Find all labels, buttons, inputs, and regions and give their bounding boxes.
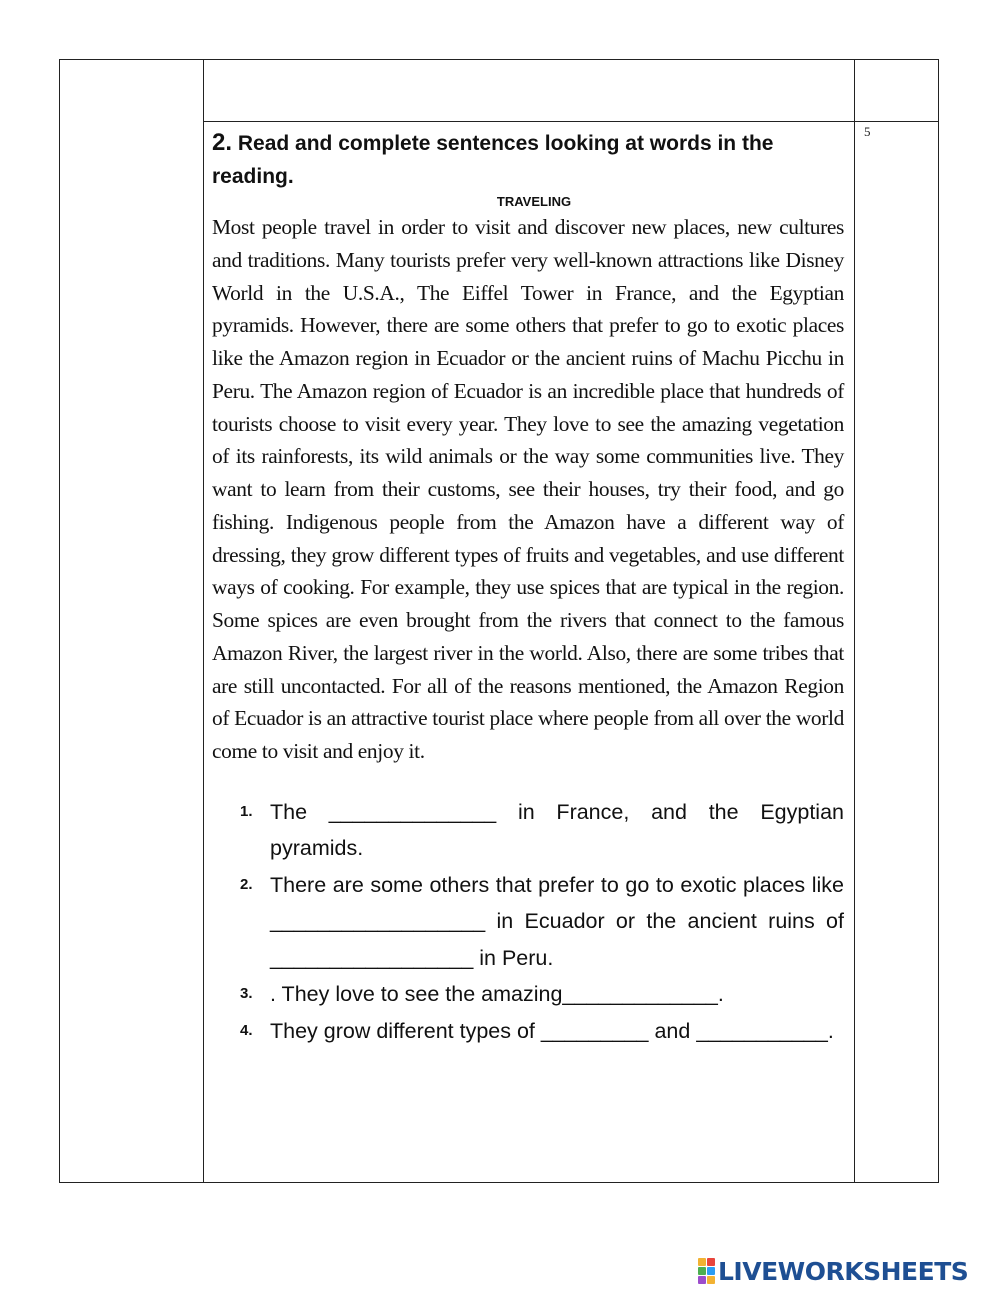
logo-block: [698, 1276, 706, 1284]
exercise-text: The ______________ in France, and the Egyptian pyramids.: [270, 799, 844, 861]
exercise-item[interactable]: [240, 867, 844, 977]
exercise-item[interactable]: [240, 794, 844, 867]
question-cell: [212, 126, 844, 1049]
exercise-list: [212, 794, 844, 1050]
row-divider: [203, 121, 939, 122]
logo-block: [707, 1267, 715, 1275]
score-value: 5: [864, 124, 871, 139]
question-number: 2.: [212, 129, 233, 156]
question-heading: [212, 126, 844, 193]
question-instruction: Read and complete sentences looking at words in the reading.: [212, 132, 774, 188]
table-border-left: [59, 59, 60, 1183]
reading-title: TRAVELING: [496, 194, 572, 209]
logo-block: [698, 1258, 706, 1266]
table-border-top: [59, 59, 939, 60]
exercise-item[interactable]: [240, 1013, 844, 1050]
liveworksheets-logo: [698, 1257, 968, 1285]
logo-block: [698, 1267, 706, 1275]
table-divider-1: [203, 59, 204, 1183]
logo-block: [707, 1276, 715, 1284]
exercise-number: 3.: [240, 985, 253, 1003]
logo-block: [707, 1258, 715, 1266]
exercise-text: . They love to see the amazing_____________.: [270, 982, 724, 1007]
exercise-text: There are some others that prefer to go to exotic places like __________________ in Ecuador or the ancient ruins of _________________ in Peru.: [270, 872, 844, 970]
exercise-number: 4.: [240, 1021, 253, 1039]
table-border-bottom: [59, 1182, 939, 1183]
table-border-right: [938, 59, 939, 1183]
exercise-number: 1.: [240, 802, 253, 820]
reading-text: Most people travel in order to visit and discover new places, new cultures and traditions. Many tourists prefer very well-known attractions like Disney World in the U.S.A., The Eiffel Tower in France, and the Egyptian pyramids. However, there are some others that prefer to go to exotic places like the Amazon region in Ecuador or the ancient ruins of Machu Picchu in Peru. The Amazon region of Ecuador is an incredible place that hundreds of tourists choose to visit every year. They love to see the amazing vegetation of its rainforests, its wild animals or the way some communities live. They want to learn from their customs, see their houses, try their food, and go fishing. Indigenous people from the Amazon have a different way of dressing, they grow different types of fruits and vegetables, and use different ways of cooking. For example, they use spices that are typical in the region. Some spices are even brought from the rivers that connect to the famous Amazon River, the largest river in the world. Also, there are some tribes that are still uncontacted. For all of the reasons mentioned, the Amazon Region of Ecuador is an attractive tourist place where people from all over the world come to visit and enjoy it.: [212, 215, 844, 763]
table-divider-2: [854, 59, 855, 1183]
exercise-item[interactable]: [240, 976, 844, 1013]
logo-blocks-icon: [698, 1258, 715, 1284]
exercise-number: 2.: [240, 875, 253, 893]
logo-text: LIVEWORKSHEETS: [718, 1256, 969, 1286]
exercise-text: They grow different types of _________ and ___________.: [270, 1018, 834, 1043]
